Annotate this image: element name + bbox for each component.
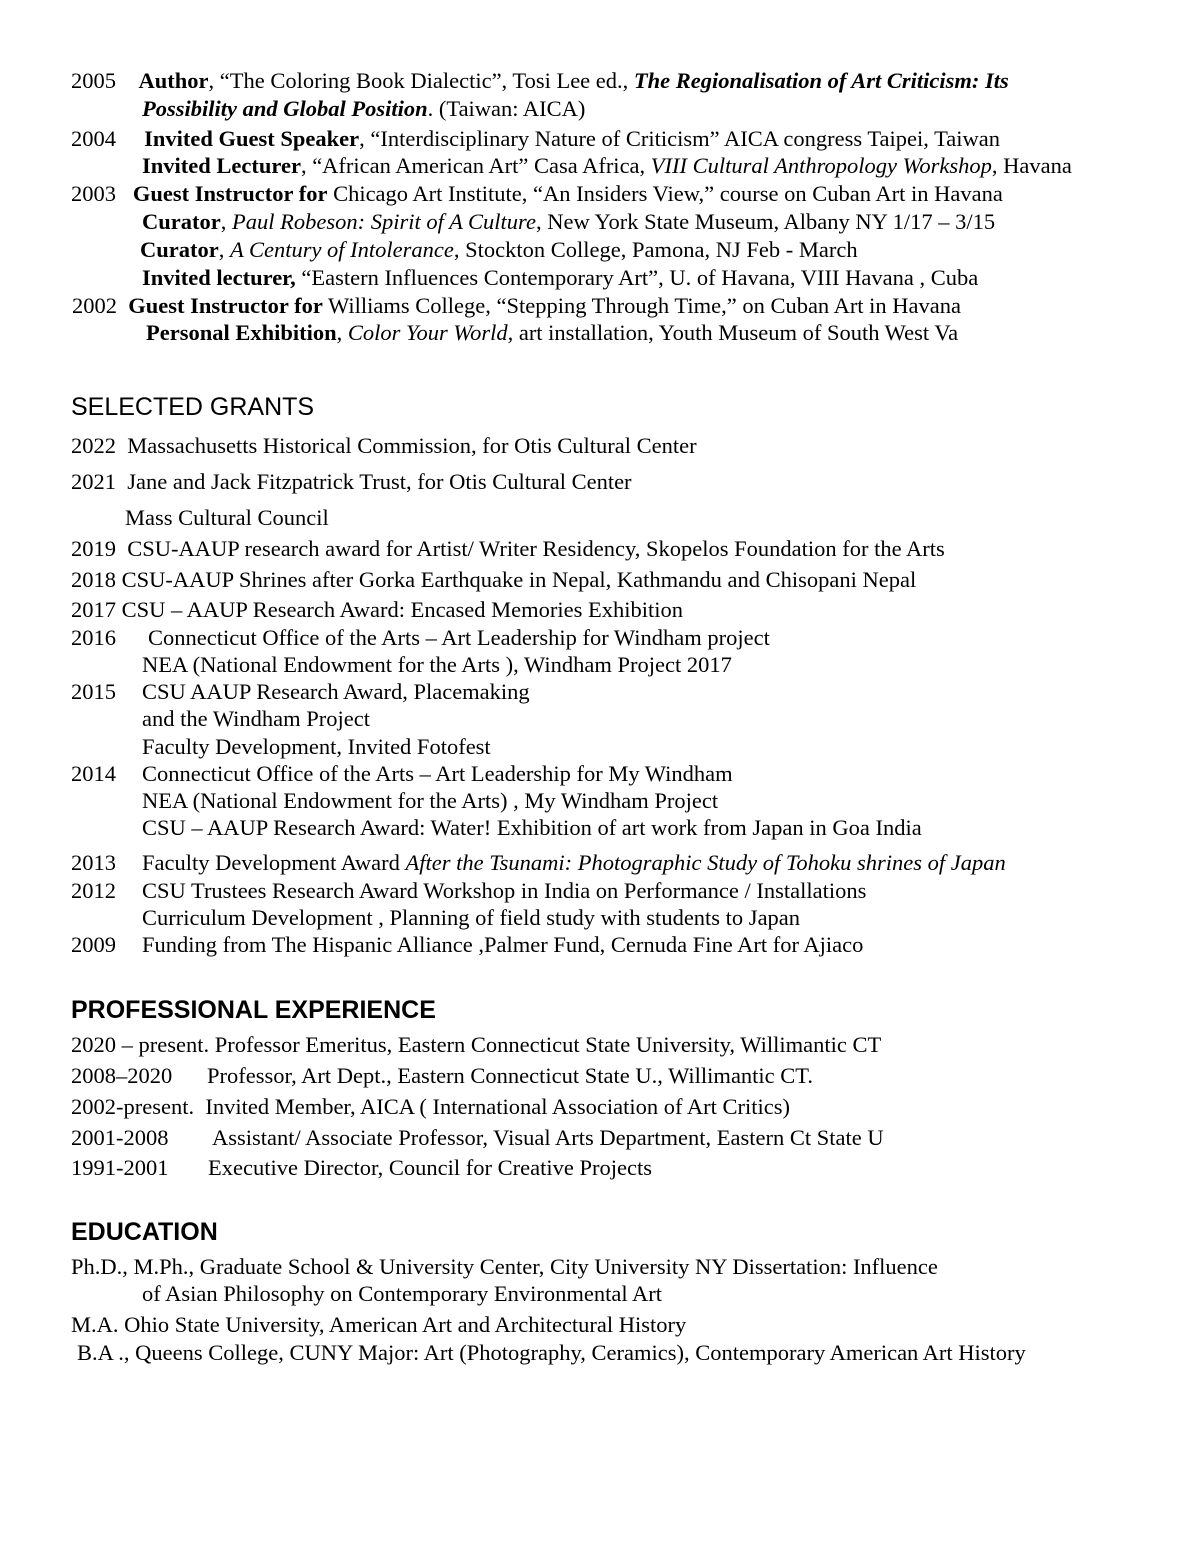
grant-line: NEA (National Endowment for the Arts) , My Windham Project	[142, 788, 719, 813]
grant-line: 2018 CSU-AAUP Shrines after Gorka Earthquake in Nepal, Kathmandu and Chisopani Nepal	[71, 567, 917, 592]
grant-line: CSU – AAUP Research Award: Water! Exhibition of art work from Japan in Goa India	[142, 815, 922, 840]
grant-line: 2015 CSU AAUP Research Award, Placemaking	[71, 679, 530, 704]
grant-line: 2021 Jane and Jack Fitzpatrick Trust, for Otis Cultural Center	[71, 469, 632, 494]
section-heading-experience: PROFESSIONAL EXPERIENCE	[71, 996, 436, 1024]
grant-line: 2022 Massachusetts Historical Commission, for Otis Cultural Center	[71, 433, 697, 458]
education-line: of Asian Philosophy on Contemporary Environmental Art	[142, 1281, 662, 1306]
grant-line: 2016 Connecticut Office of the Arts – Art Leadership for Windham project	[71, 625, 770, 650]
grant-line: and the Windham Project	[142, 706, 370, 731]
grant-line: 2019 CSU-AAUP research award for Artist/ Writer Residency, Skopelos Foundation for the Arts	[71, 536, 945, 561]
grant-line: 2014 Connecticut Office of the Arts – Art Leadership for My Windham	[71, 761, 733, 786]
exhibit-line: Invited Lecturer, “African American Art” Casa Africa, VIII Cultural Anthropology Workshop, Havana	[142, 153, 1072, 178]
exhibit-line: 2003 Guest Instructor for Chicago Art Institute, “An Insiders View,” course on Cuban Art in Havana	[71, 181, 1003, 206]
exhibit-line: Curator, A Century of Intolerance, Stockton College, Pamona, NJ Feb - March	[140, 237, 858, 262]
exhibit-line: Curator, Paul Robeson: Spirit of A Culture, New York State Museum, Albany NY 1/17 – 3/15	[142, 209, 996, 234]
grant-line: Curriculum Development , Planning of field study with students to Japan	[142, 905, 801, 930]
grant-line: 2017 CSU – AAUP Research Award: Encased Memories Exhibition	[71, 597, 684, 622]
experience-line: 2001-2008 Assistant/ Associate Professor, Visual Arts Department, Eastern Ct State U	[71, 1125, 884, 1150]
section-heading-education: EDUCATION	[71, 1218, 218, 1246]
grant-line: 2012 CSU Trustees Research Award Workshop in India on Performance / Installations	[71, 878, 867, 903]
exhibit-line: Possibility and Global Position. (Taiwan: AICA)	[142, 96, 586, 121]
grant-line: 2013 Faculty Development Award After the Tsunami: Photographic Study of Tohoku shrines of Japan	[71, 850, 1006, 875]
exhibit-line: Invited lecturer, “Eastern Influences Contemporary Art”, U. of Havana, VIII Havana , Cuba	[142, 265, 979, 290]
section-heading-grants: SELECTED GRANTS	[71, 393, 315, 421]
grant-line: NEA (National Endowment for the Arts ), Windham Project 2017	[142, 652, 732, 677]
education-line: M.A. Ohio State University, American Art and Architectural History	[71, 1312, 687, 1337]
grant-line: Mass Cultural Council	[125, 505, 329, 530]
experience-line: 2002-present. Invited Member, AICA ( International Association of Art Critics)	[71, 1094, 790, 1119]
experience-line: 1991-2001 Executive Director, Council for Creative Projects	[71, 1155, 652, 1180]
grant-line: 2009 Funding from The Hispanic Alliance ,Palmer Fund, Cernuda Fine Art for Ajiaco	[71, 932, 864, 957]
exhibit-line: 2005 Author, “The Coloring Book Dialectic”, Tosi Lee ed., The Regionalisation of Art Criticism: Its	[71, 68, 1009, 93]
experience-line: 2008–2020 Professor, Art Dept., Eastern Connecticut State U., Willimantic CT.	[71, 1063, 813, 1088]
experience-line: 2020 – present. Professor Emeritus, Eastern Connecticut State University, Willimantic CT	[71, 1032, 882, 1057]
exhibit-line: 2004 Invited Guest Speaker, “Interdisciplinary Nature of Criticism” AICA congress Taipei, Taiwan	[71, 126, 1000, 151]
grant-line: Faculty Development, Invited Fotofest	[142, 734, 491, 759]
education-line: B.A ., Queens College, CUNY Major: Art (Photography, Ceramics), Contemporary American Art History	[77, 1340, 1026, 1365]
exhibit-line: Personal Exhibition, Color Your World, art installation, Youth Museum of South West Va	[146, 320, 959, 345]
education-line: Ph.D., M.Ph., Graduate School & University Center, City University NY Dissertation: Influence	[71, 1254, 938, 1279]
exhibit-line: 2002 Guest Instructor for Williams College, “Stepping Through Time,” on Cuban Art in Havana	[72, 293, 962, 318]
